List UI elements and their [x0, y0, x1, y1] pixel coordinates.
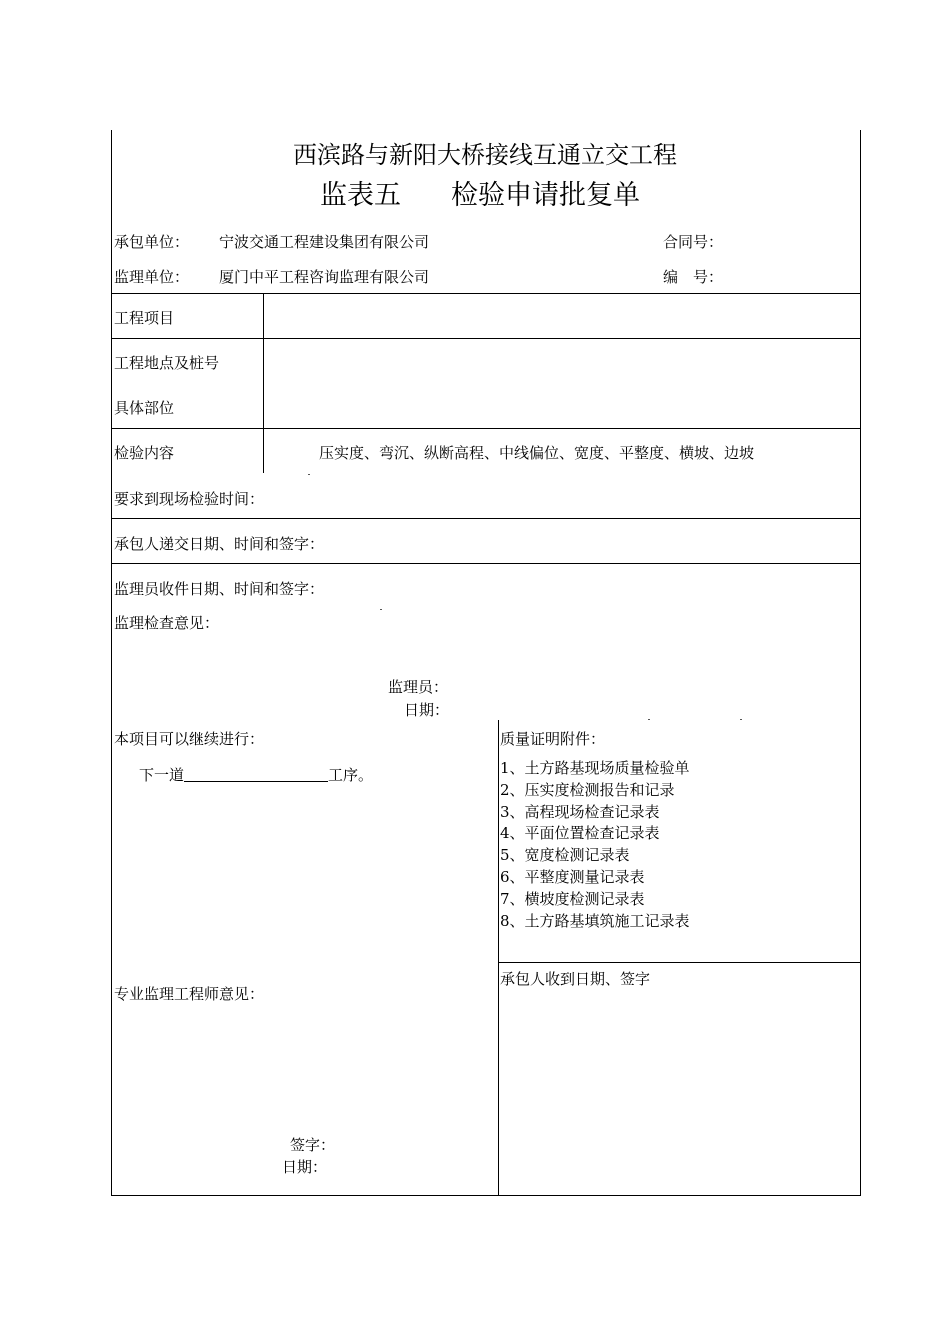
contractor-receipt-label: 承包人收到日期、签字 — [500, 970, 651, 988]
attachments-label: 质量证明附件： — [500, 730, 606, 748]
contractor-value: 宁波交通工程建设集团有限公司 — [219, 233, 430, 251]
date-label-2: 日期： — [282, 1158, 328, 1176]
form-code: 监表五 — [320, 180, 401, 211]
inspection-content-value: 压实度、弯沉、纵断高程、中线偏位、宽度、平整度、横坡、边坡 — [319, 444, 755, 462]
contract-no-label: 合同号： — [663, 233, 724, 251]
attachment-item: 6、平整度测量记录表 — [500, 867, 645, 886]
attachment-item: 5、宽度检测记录表 — [500, 846, 630, 865]
date-label-1: 日期： — [404, 701, 450, 719]
inspection-content-label: 检验内容 — [114, 444, 175, 462]
location-label: 工程地点及桩号 — [114, 354, 220, 372]
next-step-blank — [184, 766, 328, 782]
attachments-list — [500, 758, 690, 932]
next-step-suffix: 工序。 — [328, 766, 374, 784]
contractor-submit-label: 承包人递交日期、时间和签字： — [114, 535, 325, 553]
contractor-label: 承包单位： — [114, 233, 190, 251]
next-step-prefix: 下一道 — [139, 766, 185, 784]
next-step-line — [139, 766, 373, 784]
inspection-opinion-label: 监理检查意见： — [114, 614, 220, 632]
attachment-item: 8、土方路基填筑施工记录表 — [500, 911, 690, 930]
supervisor-label: 监理单位： — [114, 268, 190, 286]
engineer-opinion-label: 专业监理工程师意见： — [114, 985, 265, 1003]
attachment-item: 7、横坡度检测记录表 — [500, 889, 645, 908]
attachment-item: 2、压实度检测报告和记录 — [500, 780, 675, 799]
form-title: 检验申请批复单 — [451, 180, 640, 211]
continue-label: 本项目可以继续进行： — [114, 730, 265, 748]
sign-label: 签字： — [290, 1136, 336, 1154]
attachment-item: 1、土方路基现场质量检验单 — [500, 759, 690, 777]
inspector-receive-label: 监理员收件日期、时间和签字： — [114, 580, 325, 598]
attachment-item: 3、高程现场检查记录表 — [500, 802, 660, 821]
project-title: 西滨路与新阳大桥接线互通立交工程 — [293, 141, 677, 169]
attachment-item: 4、平面位置检查记录表 — [500, 824, 660, 843]
required-time-label: 要求到现场检验时间： — [114, 490, 265, 508]
inspector-label: 监理员： — [388, 678, 449, 696]
part-label: 具体部位 — [114, 399, 175, 417]
serial-no-label: 编 号： — [663, 268, 724, 286]
supervisor-value: 厦门中平工程咨询监理有限公司 — [219, 268, 430, 286]
project-item-label: 工程项目 — [114, 309, 175, 327]
